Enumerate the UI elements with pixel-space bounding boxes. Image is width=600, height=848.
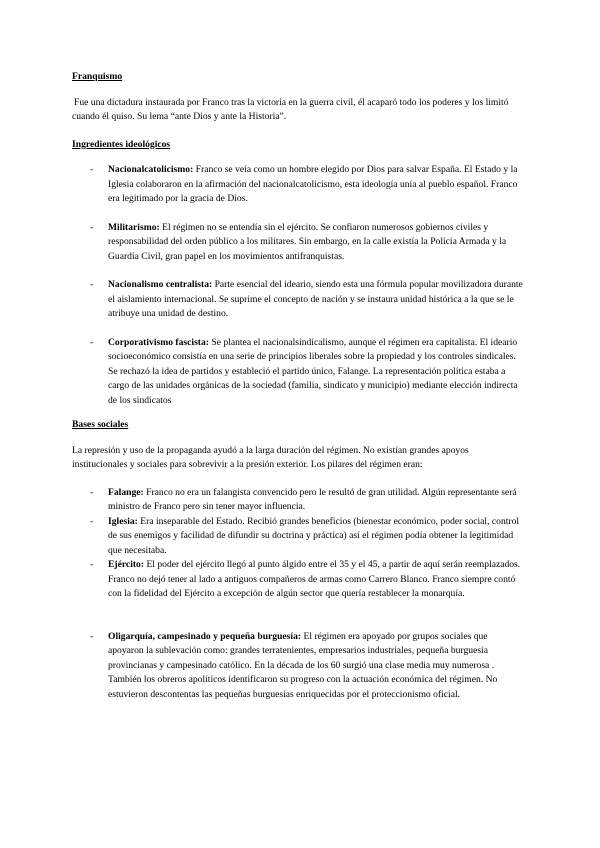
- dash-bullet: -: [90, 486, 94, 498]
- dash-bullet: -: [90, 515, 94, 527]
- item-text: Era inseparable del Estado. Recibió grandes beneficios (bienestar económico, poder social, control de sus enemigos y facilidad de difundir su doctrina y práctica) así el régimen podía obtener la legitimidad que necesitaba.: [108, 515, 520, 556]
- ideologia-list: [72, 163, 524, 408]
- item-text: Franco no era un falangista convencido pero le resultó de gran utilidad. Algún representante será ministro de Franco pero sin tener mayor influencia.: [108, 486, 517, 512]
- item-term: Falange:: [108, 486, 144, 498]
- document-page: [72, 70, 524, 702]
- item-term: Militarismo:: [108, 221, 160, 233]
- item-term: Nacionalismo centralista:: [108, 279, 213, 290]
- section-heading-bases: Bases sociales: [72, 419, 129, 430]
- list-item: [72, 336, 524, 409]
- dash-bullet: -: [90, 559, 94, 570]
- list-item: [72, 486, 524, 515]
- item-term: Corporativismo fascista:: [108, 336, 209, 348]
- item-term: Oligarquía, campesinado y pequeña burguesía:: [108, 630, 302, 642]
- list-item: [72, 630, 524, 703]
- list-item: [72, 278, 524, 322]
- item-text: Franco se veía como un hombre elegido por Dios para salvar España. El Estado y la Iglesia colaboraron en la afirmación del nacionalcatolicismo, esta ideología unía al pueblo español. Franco era legitimado por la gracia de Dios.: [108, 164, 518, 204]
- list-item: [72, 558, 524, 602]
- item-text: Se plantea el nacionalsindicalismo, aunque el régimen era capitalista. El ideario socioeconómico consistía en una serie de principios liberales sobre la propiedad y los controles sindicales. Se rechazó la idea de partidos y estableció el partido único, Falange. La representación política estaba a cargo de las unidades orgánicas de la sociedad (familia, sindicato y municipio) mediante elección indirecta de los sindicatos: [108, 336, 518, 406]
- item-text: El poder del ejército llegó al punto álgido entre el 35 y el 45, a partir de aquí serán reemplazados. Franco no dejó tener al lado a antiguos compañeros de armas como Carrero Blanco. Franco siempre contó con la fidelidad del Ejército a excepción de algún sector que quería restablecer la monarquía.: [108, 559, 521, 599]
- dash-bullet: -: [90, 630, 94, 642]
- item-text: El régimen era apoyado por grupos sociales que apoyaron la sublevación como: grandes terratenientes, empresarios industriales, pequeña burguesía provincianas y campesinado católico. En la década de los 60 surgió una clase media muy numerosa . También los obreros apolíticos identificaron su progreso con la actuación económica del régimen. No estuvieron descontentas las pequeñas burguesías enriquecidas por el proteccionismo oficial.: [108, 630, 498, 700]
- dash-bullet: -: [90, 164, 94, 175]
- intro-paragraph: Fue una dictadura instaurada por Franco tras la victoria en la guerra civil, él acaparó todo los poderes y los limitó cuando él quiso. Su lema “ante Dios y ante la Historia”.: [72, 96, 509, 122]
- list-item: [72, 163, 524, 207]
- list-item: [72, 515, 524, 559]
- bases-intro-paragraph: La represión y uso de la propaganda ayudó a la larga duración del régimen. No existían grandes apoyos institucionales y sociales para sobrevivir a la presión exterior. Los pilares del régimen eran:: [72, 444, 469, 470]
- section-heading-ideologia: Ingredientes ideológicos: [72, 138, 171, 150]
- dash-bullet: -: [90, 336, 94, 348]
- item-term: Ejército:: [108, 559, 145, 570]
- item-term: Iglesia:: [108, 515, 138, 527]
- item-term: Nacionalcatolicismo:: [108, 164, 194, 175]
- dash-bullet: -: [90, 279, 94, 290]
- item-text: El régimen no se entendía sin el ejército. Se confiaron numerosos gobiernos civiles y responsabilidad del orden público a los militares. Sin embargo, en la calle existía la Policía Armada y la Guardia Civil, gran papel en los movimientos antifranquistas.: [108, 221, 507, 262]
- bases-list: [72, 486, 524, 703]
- dash-bullet: -: [90, 221, 94, 233]
- list-item: [72, 221, 524, 265]
- item-text: Parte esencial del ideario, siendo esta una fórmula popular movilizadora durante el aislamiento internacional. Se suprime el concepto de nación y se instaura unidad histórica a la que se le atribuye una unidad de destino.: [108, 279, 523, 319]
- document-title: Franquismo: [72, 71, 123, 82]
